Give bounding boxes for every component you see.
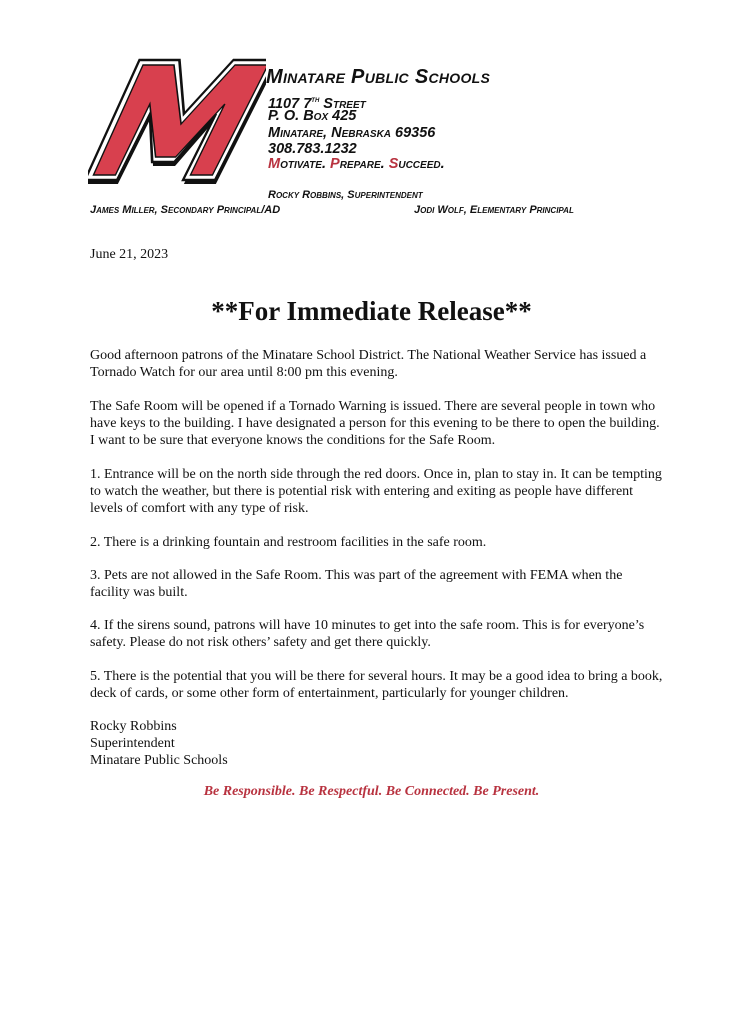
signature-title: Superintendent — [90, 736, 175, 751]
headline: **For Immediate Release** — [211, 296, 532, 326]
paragraph-item-2: 2. There is a drinking fountain and restroom facilities in the safe room. — [90, 535, 487, 550]
signature-block — [90, 718, 228, 769]
paragraph-safe-room: The Safe Room will be opened if a Tornado Warning is issued. There are several people in town who have keys to the building. I have designated a person for this evening to be there to open the building. I want to be sure that everyone knows the conditions for the Safe Room. — [90, 399, 660, 448]
address-city: Minatare, Nebraska 69356 — [268, 125, 436, 141]
signature-name: Rocky Robbins — [90, 719, 177, 734]
school-motto: Motivate. Prepare. Succeed. — [268, 156, 445, 172]
paragraph-intro: Good afternoon patrons of the Minatare School District. The National Weather Service has issued a Tornado Watch for our area until 8:00 pm this evening. — [90, 348, 647, 380]
footer-slogan: Be Responsible. Be Respectful. Be Connected. Be Present. — [203, 784, 540, 799]
superintendent-line: Rocky Robbins, Superintendent — [268, 189, 423, 201]
signature-org: Minatare Public Schools — [90, 753, 228, 768]
paragraph-item-1: 1. Entrance will be on the north side through the red doors. Once in, plan to stay in. It can be tempting to watch the weather, but there is potential risk with entering and exiting as people have different levels of comfort with any type of risk. — [90, 467, 662, 516]
school-logo — [88, 58, 266, 186]
secondary-principal-line: James Miller, Secondary Principal/AD — [90, 204, 281, 216]
phone-number: 308.783.1232 — [268, 141, 357, 157]
paragraph-item-4: 4. If the sirens sound, patrons will have 10 minutes to get into the safe room. This is for everyone’s safety. Please do not risk others’ safety and get there quickly. — [90, 618, 645, 650]
address-po-box: P. O. Box 425 — [268, 108, 357, 124]
school-name: Minatare Public Schools — [266, 66, 491, 88]
paragraph-item-5: 5. There is the potential that you will be there for several hours. It may be a good idea to bring a book, deck of cards, or some other form of entertainment, particularly for younger children. — [90, 669, 663, 701]
letter-date: June 21, 2023 — [90, 247, 169, 262]
elementary-principal-line: Jodi Wolf, Elementary Principal — [414, 204, 574, 216]
paragraph-item-3: 3. Pets are not allowed in the Safe Room. This was part of the agreement with FEMA when the facility was built. — [90, 568, 623, 600]
address-street: 1107 7th Street — [268, 94, 366, 112]
